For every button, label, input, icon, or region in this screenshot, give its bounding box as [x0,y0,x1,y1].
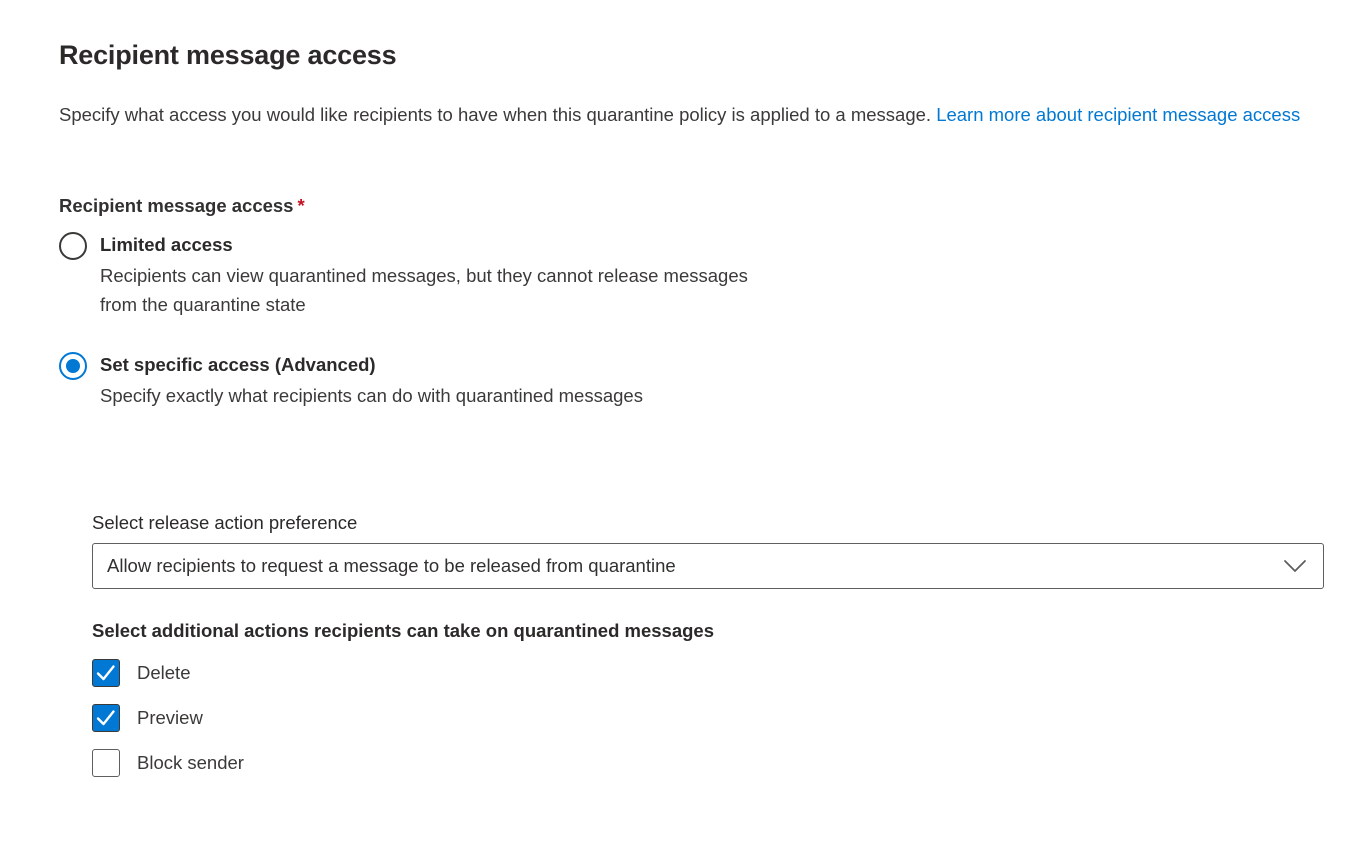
checkbox-icon [92,704,120,732]
check-icon [93,705,119,731]
advanced-access-settings [92,512,1324,777]
radio-option-description: Specify exactly what recipients can do with quarantined messages [100,385,643,406]
additional-actions-label: Select additional actions recipients can take on quarantined messages [92,620,715,641]
radio-group-label [59,195,1322,217]
checkbox-icon [92,659,120,687]
learn-more-link[interactable]: Learn more about recipient message access [936,104,1301,125]
radio-option-limited-access[interactable] [59,231,1322,319]
description-text: Specify what access you would like recipients to have when this quarantine policy is applied to a message. [59,104,937,125]
chevron-down-icon [1283,559,1307,573]
radio-option-set-specific-access[interactable] [59,351,1322,410]
radio-group-label-text: Recipient message access [59,195,294,216]
release-action-label: Select release action preference [92,512,358,533]
checkbox-label: Delete [137,662,191,683]
checkbox-block-sender[interactable] [92,749,1324,777]
radio-option-description: Recipients can view quarantined messages, but they cannot release messages from the quarantine state [100,265,748,315]
release-action-selected-value: Allow recipients to request a message to be released from quarantine [107,555,676,576]
radio-button-icon [59,352,87,380]
required-asterisk: * [297,195,305,216]
page-title: Recipient message access [59,40,397,70]
checkbox-preview[interactable] [92,704,1324,732]
radio-option-text [100,231,760,319]
radio-option-label: Set specific access (Advanced) [100,354,376,375]
checkbox-icon [92,749,120,777]
check-icon [93,660,119,686]
checkbox-delete[interactable] [92,659,1324,687]
release-action-dropdown[interactable] [92,543,1324,589]
checkbox-label: Preview [137,707,203,728]
radio-option-text [100,351,643,410]
radio-button-icon [59,232,87,260]
page-description [59,101,1322,129]
checkbox-label: Block sender [137,752,244,773]
radio-option-label: Limited access [100,234,233,255]
